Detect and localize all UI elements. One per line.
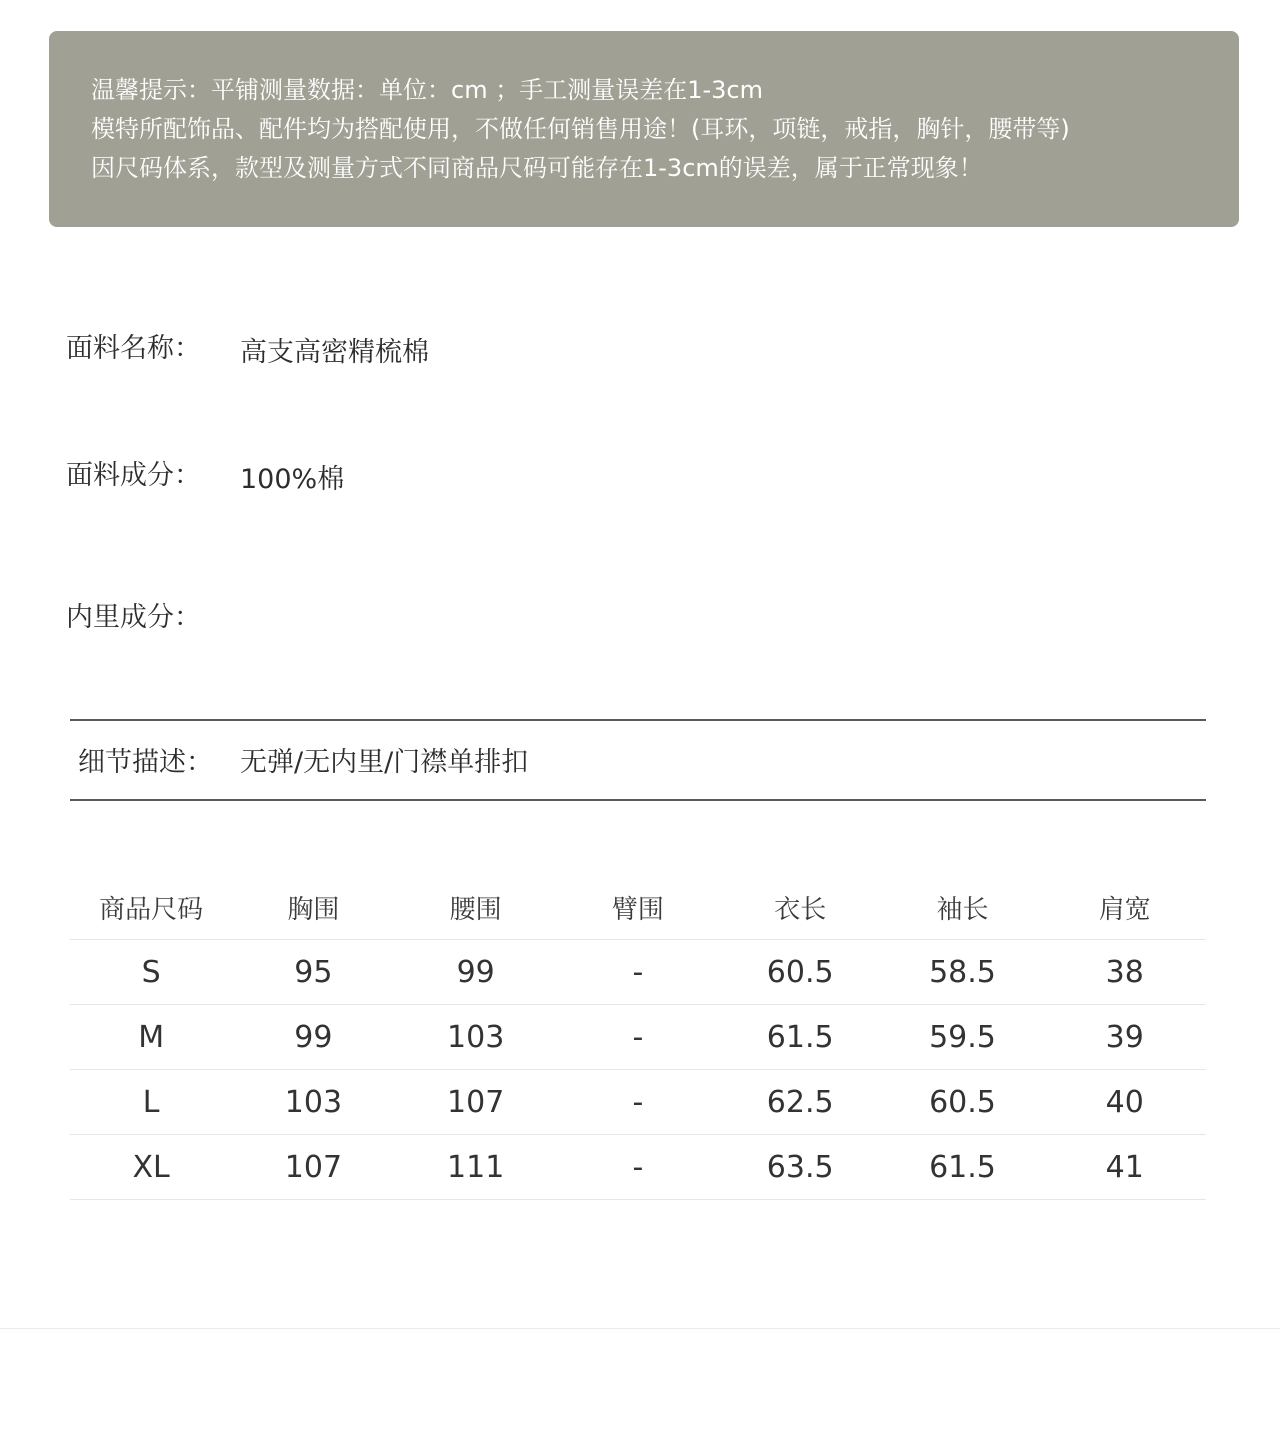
table-cell: 60.5	[766, 954, 834, 990]
table-header-row	[70, 875, 1206, 940]
page-bottom-divider	[0, 1328, 1280, 1329]
table-header-cell: 袖长	[936, 894, 989, 925]
table-cell: 61.5	[929, 1149, 996, 1185]
table-cell: 39	[1105, 1019, 1144, 1055]
detail-description-value: 无弹/无内里/门襟单排扣	[240, 747, 529, 778]
notice-line-accessories: 模特所配饰品、配件均为搭配使用，不做任何销售用途！(耳环，项链，戒指，胸针，腰带等)	[91, 115, 1070, 143]
table-cell: -	[632, 1149, 644, 1185]
fabric-name-label: 面料名称：	[66, 333, 201, 364]
lining-composition-label: 内里成分：	[66, 602, 201, 633]
fabric-composition-label: 面料成分：	[66, 460, 201, 491]
detail-description-label: 细节描述：	[78, 747, 213, 778]
table-header-cell: 臂围	[611, 894, 664, 925]
table-header-cell: 衣长	[774, 894, 827, 925]
table-cell: 111	[447, 1149, 505, 1185]
table-cell: 59.5	[929, 1019, 996, 1055]
size-chart-table	[70, 875, 1206, 1200]
table-row	[70, 940, 1206, 1005]
table-cell: 60.5	[929, 1084, 996, 1120]
table-row	[70, 1070, 1206, 1135]
table-header-cell: 肩宽	[1098, 894, 1151, 925]
table-cell: 40	[1105, 1084, 1144, 1120]
fabric-name-value: 高支高密精梳棉	[240, 337, 429, 368]
table-cell: -	[632, 1084, 644, 1120]
table-header-cell: 商品尺码	[99, 894, 204, 925]
table-cell: -	[632, 1019, 644, 1055]
table-cell: S	[141, 954, 161, 990]
notice-line-measurement: 温馨提示：平铺测量数据：单位：cm ；手工测量误差在1-3cm	[91, 76, 763, 104]
notice-line-size-error: 因尺码体系，款型及测量方式不同商品尺码可能存在1-3cm的误差，属于正常现象！	[91, 154, 983, 182]
table-row	[70, 1005, 1206, 1070]
table-cell: 99	[456, 954, 495, 990]
table-cell: 107	[447, 1084, 505, 1120]
table-cell: M	[138, 1019, 165, 1055]
table-cell: 103	[284, 1084, 343, 1120]
detail-top-divider	[70, 719, 1206, 721]
table-cell: L	[142, 1084, 160, 1120]
table-cell: 103	[447, 1019, 505, 1055]
detail-bottom-divider	[70, 799, 1206, 801]
table-header-cell: 腰围	[449, 894, 502, 925]
table-cell: 58.5	[929, 954, 996, 990]
table-row	[70, 1135, 1206, 1200]
table-cell: 63.5	[766, 1149, 834, 1185]
table-cell: XL	[132, 1149, 170, 1185]
table-cell: 61.5	[766, 1019, 834, 1055]
table-cell: 107	[284, 1149, 343, 1185]
table-cell: 62.5	[766, 1084, 834, 1120]
table-cell: 41	[1105, 1149, 1144, 1185]
size-notice-banner	[49, 31, 1239, 227]
table-cell: 38	[1105, 954, 1144, 990]
fabric-composition-value: 100%棉	[240, 464, 345, 495]
table-cell: 95	[294, 954, 333, 990]
table-header-cell: 胸围	[287, 894, 340, 925]
table-cell: -	[632, 954, 644, 990]
table-cell: 99	[294, 1019, 333, 1055]
